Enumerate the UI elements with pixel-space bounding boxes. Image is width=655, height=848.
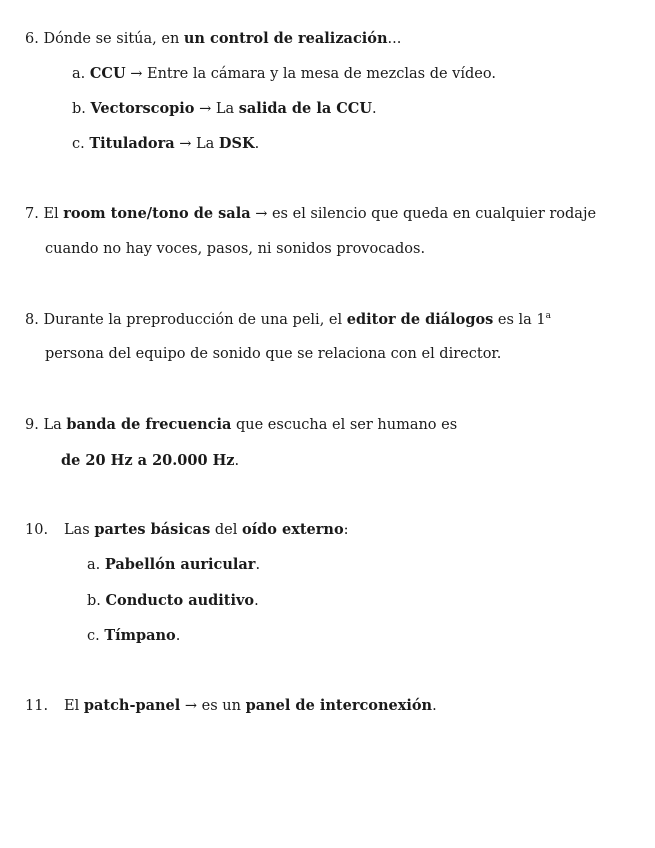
item-number: 10. xyxy=(25,522,49,538)
list-item-10 xyxy=(25,520,349,540)
superscript: a xyxy=(545,311,552,321)
item-bold-text: banda de frecuencia xyxy=(66,416,232,433)
sub-arrow: → xyxy=(125,66,147,82)
sub-letter: c. xyxy=(87,628,100,644)
sublist-item-10a xyxy=(87,555,260,575)
sub-letter: a. xyxy=(87,557,101,573)
sub-rest-bold: salida de la CCU xyxy=(238,100,372,117)
sub-term: Tituladora xyxy=(89,135,175,152)
item-suffix: → es el silencio que queda en cualquier rodaje xyxy=(250,206,597,222)
sub-rest: La xyxy=(215,101,239,117)
item-bold-text: patch-panel xyxy=(83,697,181,714)
sublist-item-6c xyxy=(72,134,259,154)
list-item-11 xyxy=(25,696,437,716)
item-number: 7. xyxy=(25,206,39,222)
list-item-9 xyxy=(25,415,457,435)
item-text: Dónde se sitúa, en xyxy=(43,31,184,47)
item-suffix: . xyxy=(432,698,437,714)
item-bold-text-2: oído externo xyxy=(241,521,344,538)
list-item-8 xyxy=(25,310,551,330)
item-bold-text: un control de realización xyxy=(183,30,388,47)
item-bold-text: partes básicas xyxy=(94,521,211,538)
sub-term: CCU xyxy=(89,65,126,82)
sub-term: Conducto auditivo xyxy=(105,592,255,609)
sublist-item-6b xyxy=(72,99,377,119)
sub-letter: b. xyxy=(87,593,101,609)
list-item-7 xyxy=(25,204,596,224)
item-text-line2: persona del equipo de sonido que se relaciona con el director. xyxy=(45,346,502,362)
sub-rest: Entre la cámara y la mesa de mezclas de vídeo. xyxy=(146,66,496,82)
list-item-7-continuation xyxy=(45,239,425,259)
item-number: 6. xyxy=(25,31,39,47)
item-text: Las xyxy=(64,522,95,538)
item-line2-end: . xyxy=(234,453,240,469)
item-bold-text: room tone/tono de sala xyxy=(63,205,251,222)
item-suffix: es la 1 xyxy=(493,312,546,328)
sub-letter: c. xyxy=(72,136,85,152)
item-suffix: que escucha el ser humano es xyxy=(231,417,458,433)
item-bold-line2: de 20 Hz a 20.000 Hz xyxy=(61,452,235,469)
sub-term: Pabellón auricular xyxy=(104,556,256,573)
item-bold-text-2: panel de interconexión xyxy=(245,697,433,714)
list-item-6 xyxy=(25,29,401,49)
sub-end: . xyxy=(255,557,261,573)
item-text: El xyxy=(43,206,64,222)
item-middle: del xyxy=(210,522,242,538)
item-bold-text: editor de diálogos xyxy=(346,311,494,328)
item-number: 8. xyxy=(25,312,39,328)
sub-letter: b. xyxy=(72,101,86,117)
list-item-9-continuation xyxy=(61,451,239,471)
item-text: Durante la preproducción de una peli, el xyxy=(43,312,347,328)
sub-end: . xyxy=(175,628,181,644)
sub-rest-end: . xyxy=(254,136,260,152)
item-middle: → es un xyxy=(180,698,246,714)
sub-rest: La xyxy=(196,136,219,152)
sub-term: Tímpano xyxy=(104,627,176,644)
item-text: El xyxy=(64,698,84,714)
sublist-item-10c xyxy=(87,626,180,646)
sub-arrow: → xyxy=(194,101,216,117)
item-suffix: ... xyxy=(387,31,402,47)
sub-end: . xyxy=(254,593,259,609)
item-text: La xyxy=(43,417,67,433)
item-number: 9. xyxy=(25,417,39,433)
sub-letter: a. xyxy=(72,66,86,82)
sublist-item-10b xyxy=(87,591,259,611)
sub-arrow: → xyxy=(174,136,197,152)
item-number: 11. xyxy=(25,698,49,714)
list-item-8-continuation xyxy=(45,344,501,364)
item-suffix: : xyxy=(343,522,349,538)
item-text-line2: cuando no hay voces, pasos, ni sonidos provocados. xyxy=(45,241,426,257)
sub-term: Vectorscopio xyxy=(90,100,195,117)
sublist-item-6a xyxy=(72,64,496,84)
sub-rest-end: . xyxy=(372,101,377,117)
sub-rest-bold: DSK xyxy=(218,135,255,152)
